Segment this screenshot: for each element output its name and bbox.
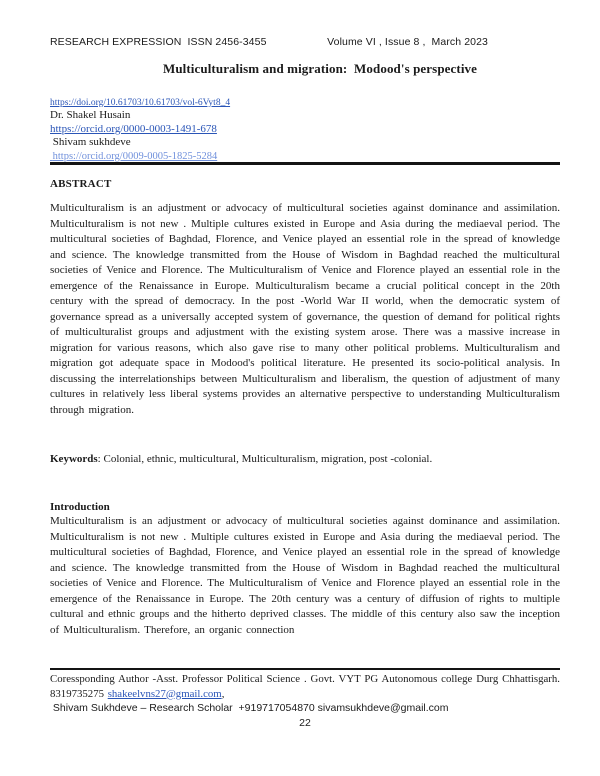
correspondence-comma: , xyxy=(221,687,225,700)
author-block xyxy=(50,96,560,163)
doi-link[interactable]: https://doi.org/10.61703/10.61703/vol-6Vyt8_4 xyxy=(50,98,231,108)
introduction-heading: Introduction xyxy=(50,501,110,513)
author-name-1: Dr. Shakel Husain xyxy=(50,109,131,122)
orcid-line-2 xyxy=(50,150,560,163)
abstract-heading: ABSTRACT xyxy=(50,178,112,190)
coauthor-contact: Shivam Sukhdeve – Research Scholar +919717054870 sivamsukhdeve@gmail.com xyxy=(50,702,449,714)
header-divider xyxy=(50,162,560,165)
doi-line xyxy=(50,96,560,109)
page-number: 22 xyxy=(299,717,311,729)
orcid-line-1 xyxy=(50,123,560,136)
issue-info: Volume VI , Issue 8 , March 2023 xyxy=(327,36,488,48)
correspondence-note xyxy=(50,672,560,701)
journal-name: RESEARCH EXPRESSION ISSN 2456-3455 xyxy=(50,36,267,48)
keywords-text: : Colonial, ethnic, multicultural, Multiculturalism, migration, post -colonial. xyxy=(97,453,433,465)
orcid-link-2[interactable]: https://orcid.org/0009-0005-1825-5284 xyxy=(50,150,218,162)
paper-title: Multiculturalism and migration: Modood's perspective xyxy=(162,61,478,76)
orcid-link-1[interactable]: https://orcid.org/0000-0003-1491-678 xyxy=(50,122,217,135)
page-header xyxy=(50,36,560,48)
abstract-text: Multiculturalism is an adjustment or advocacy of multicultural societies against dominance and assimilation. Multiculturalism is not new . Multiple cultures existed in Europe and Asia during the mediaeval period. The multicultural societies of Baghdad, Florence, and Venice played an essential role in the spread of knowledge and science. The knowledge transmitted from the House of Wisdom in Baghdad reached the multicultural societies of Venice and Florence. The Multiculturalism of Venice and Florence played an essential role in the emergence of the Renaissance in Europe. Multiculturalism became a crucial political concept in the 20th century with the spread of democracy. In the post -World War II world, when the democratic system of governance spread as a universally accepted system of governance, the question of demand for political rights of multiculturalist groups and adjustment with the existing system arose. There was a massive increase in migration for various reasons, which also gave rise to many other political problems. Multiculturalism and migration got adequate space in Modood's political literature. He presented its socio-political analysis. In discussing the interrelationships between Multiculturalism and liberalism, the question of adjustment of many cultures in relatively less liberal systems provides an alternative perspective to understanding Multiculturalism through migration. xyxy=(50,202,560,416)
email-link[interactable]: shakeelvns27@gmail.com xyxy=(107,687,222,700)
keywords-line xyxy=(50,453,560,465)
introduction-text: Multiculturalism is an adjustment or advocacy of multicultural societies against dominance and assimilation. Multiculturalism is not new . Multiple cultures existed in Europe and Asia during the mediaeval period. The multicultural societies of Baghdad, Florence, and Venice played an essential role in the spread of knowledge and science. The knowledge transmitted from the House of Wisdom in Baghdad reached the multicultural societies of Venice and Florence. The Multiculturalism of Venice and Florence played an essential role in the emergence of the Renaissance in Europe. The 20th century was a century of diffusion of rights to multiple cultural and ethnic groups and the hitherto deprived classes. The middle of this century also saw the inception of Multiculturalism. Therefore, an organic connection xyxy=(50,515,560,636)
keywords-label: Keywords xyxy=(50,453,98,465)
footer-divider xyxy=(50,668,560,670)
correspondence-text: Coressponding Author -Asst. Professor Political Science . Govt. VYT PG Autonomous college Durg Chhattisgarh. 8319735275 xyxy=(50,673,560,700)
author-name-2: Shivam sukhdeve xyxy=(50,136,131,149)
